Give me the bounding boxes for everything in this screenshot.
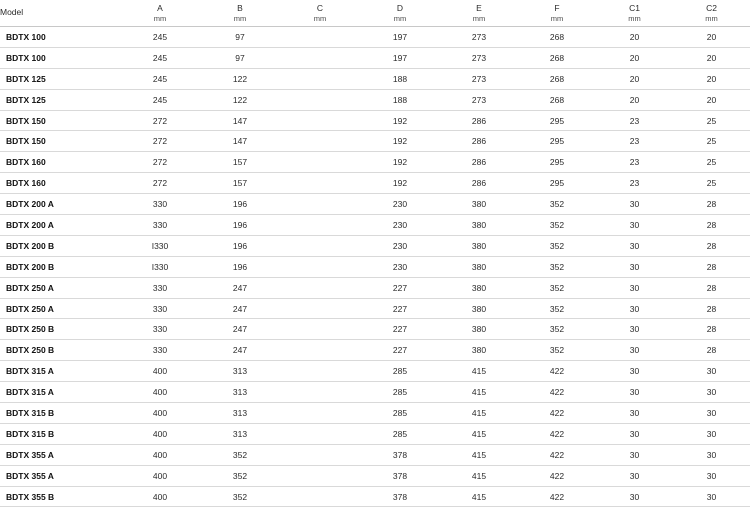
- cell-d: 285: [360, 403, 440, 424]
- cell-f: 352: [518, 194, 596, 215]
- cell-c2: 28: [673, 340, 750, 361]
- cell-a: 245: [120, 89, 200, 110]
- column-header-d-unit: mm: [393, 13, 407, 23]
- cell-c1: 30: [596, 444, 673, 465]
- cell-e: 273: [440, 47, 518, 68]
- cell-d: 227: [360, 298, 440, 319]
- cell-b: 247: [200, 319, 280, 340]
- column-header-b-label: B: [237, 3, 243, 13]
- cell-c1: 23: [596, 131, 673, 152]
- cell-model: BDTX 315 B: [0, 423, 120, 444]
- cell-c2: 28: [673, 256, 750, 277]
- cell-c2: 25: [673, 131, 750, 152]
- column-header-f-cell: [518, 3, 596, 23]
- cell-d: 197: [360, 27, 440, 48]
- cell-model: BDTX 100: [0, 47, 120, 68]
- cell-c2: 28: [673, 235, 750, 256]
- cell-a: 400: [120, 382, 200, 403]
- column-header-c2-label: C2: [706, 3, 717, 13]
- cell-b: 97: [200, 27, 280, 48]
- cell-c1: 30: [596, 235, 673, 256]
- cell-e: 380: [440, 340, 518, 361]
- cell-a: I330: [120, 256, 200, 277]
- cell-c2: 30: [673, 423, 750, 444]
- table-row: [0, 486, 750, 507]
- cell-c: [280, 27, 360, 48]
- cell-c1: 30: [596, 194, 673, 215]
- column-header-c1-cell: [596, 3, 673, 23]
- cell-f: 352: [518, 298, 596, 319]
- cell-model: BDTX 200 B: [0, 235, 120, 256]
- cell-f: 422: [518, 403, 596, 424]
- cell-e: 415: [440, 403, 518, 424]
- cell-b: 196: [200, 256, 280, 277]
- cell-model: BDTX 150: [0, 110, 120, 131]
- cell-e: 286: [440, 173, 518, 194]
- column-header-model: [0, 0, 120, 27]
- cell-b: 313: [200, 361, 280, 382]
- table-row: [0, 319, 750, 340]
- table-header: [0, 0, 750, 27]
- cell-e: 286: [440, 110, 518, 131]
- cell-b: 313: [200, 382, 280, 403]
- cell-b: 196: [200, 235, 280, 256]
- column-header-f-unit: mm: [550, 13, 564, 23]
- cell-b: 352: [200, 444, 280, 465]
- column-header-c1: [596, 0, 673, 27]
- cell-c1: 30: [596, 486, 673, 507]
- cell-c: [280, 298, 360, 319]
- cell-c2: 30: [673, 382, 750, 403]
- table-row: [0, 27, 750, 48]
- cell-b: 247: [200, 277, 280, 298]
- cell-d: 188: [360, 89, 440, 110]
- cell-c1: 20: [596, 68, 673, 89]
- cell-a: 330: [120, 319, 200, 340]
- cell-c2: 30: [673, 403, 750, 424]
- table-row: [0, 47, 750, 68]
- cell-c1: 30: [596, 465, 673, 486]
- cell-b: 157: [200, 173, 280, 194]
- cell-c2: 28: [673, 319, 750, 340]
- cell-c: [280, 361, 360, 382]
- cell-e: 286: [440, 152, 518, 173]
- table-row: [0, 152, 750, 173]
- table-row: [0, 444, 750, 465]
- table-row: [0, 340, 750, 361]
- column-header-b: [200, 0, 280, 27]
- cell-c: [280, 110, 360, 131]
- cell-f: 352: [518, 319, 596, 340]
- cell-model: BDTX 315 A: [0, 382, 120, 403]
- cell-e: 380: [440, 319, 518, 340]
- cell-b: 157: [200, 152, 280, 173]
- cell-a: 330: [120, 277, 200, 298]
- cell-a: 330: [120, 215, 200, 236]
- table-row: [0, 403, 750, 424]
- cell-model: BDTX 250 A: [0, 277, 120, 298]
- cell-d: 285: [360, 361, 440, 382]
- cell-e: 273: [440, 68, 518, 89]
- cell-d: 188: [360, 68, 440, 89]
- cell-f: 352: [518, 277, 596, 298]
- cell-c2: 20: [673, 27, 750, 48]
- cell-model: BDTX 125: [0, 68, 120, 89]
- cell-d: 192: [360, 173, 440, 194]
- cell-c: [280, 403, 360, 424]
- table-row: [0, 423, 750, 444]
- cell-c: [280, 486, 360, 507]
- cell-c: [280, 465, 360, 486]
- cell-c2: 30: [673, 486, 750, 507]
- cell-d: 285: [360, 423, 440, 444]
- cell-e: 415: [440, 382, 518, 403]
- cell-d: 378: [360, 486, 440, 507]
- cell-c1: 23: [596, 173, 673, 194]
- cell-a: 245: [120, 47, 200, 68]
- column-header-b-unit: mm: [233, 13, 247, 23]
- cell-b: 313: [200, 423, 280, 444]
- cell-f: 422: [518, 465, 596, 486]
- cell-b: 196: [200, 215, 280, 236]
- cell-c: [280, 131, 360, 152]
- cell-model: BDTX 125: [0, 89, 120, 110]
- cell-a: 400: [120, 423, 200, 444]
- column-header-e-label: E: [476, 3, 482, 13]
- cell-e: 380: [440, 277, 518, 298]
- column-header-c2-cell: [673, 3, 750, 23]
- cell-e: 415: [440, 423, 518, 444]
- cell-a: 400: [120, 361, 200, 382]
- cell-f: 295: [518, 152, 596, 173]
- table-row: [0, 298, 750, 319]
- table-row: [0, 215, 750, 236]
- column-header-e-cell: [440, 3, 518, 23]
- cell-d: 230: [360, 256, 440, 277]
- cell-c1: 30: [596, 256, 673, 277]
- cell-c: [280, 68, 360, 89]
- column-header-e: [440, 0, 518, 27]
- cell-b: 247: [200, 340, 280, 361]
- column-header-c2-unit: mm: [705, 13, 718, 23]
- cell-c: [280, 382, 360, 403]
- cell-c: [280, 444, 360, 465]
- table-row: [0, 382, 750, 403]
- table-row: [0, 256, 750, 277]
- cell-model: BDTX 355 A: [0, 444, 120, 465]
- cell-b: 147: [200, 110, 280, 131]
- cell-e: 380: [440, 256, 518, 277]
- cell-c1: 23: [596, 152, 673, 173]
- cell-c: [280, 319, 360, 340]
- cell-model: BDTX 355 B: [0, 486, 120, 507]
- cell-d: 230: [360, 194, 440, 215]
- cell-c: [280, 423, 360, 444]
- table-row: [0, 89, 750, 110]
- cell-f: 352: [518, 235, 596, 256]
- table-row: [0, 361, 750, 382]
- table-row: [0, 465, 750, 486]
- cell-f: 422: [518, 486, 596, 507]
- cell-a: 400: [120, 444, 200, 465]
- cell-c2: 30: [673, 361, 750, 382]
- cell-d: 378: [360, 444, 440, 465]
- cell-model: BDTX 200 A: [0, 215, 120, 236]
- column-header-d: [360, 0, 440, 27]
- cell-c2: 28: [673, 215, 750, 236]
- cell-e: 380: [440, 235, 518, 256]
- table-row: [0, 68, 750, 89]
- cell-c: [280, 277, 360, 298]
- cell-a: 330: [120, 298, 200, 319]
- cell-d: 378: [360, 465, 440, 486]
- cell-b: 122: [200, 68, 280, 89]
- column-header-c-unit: mm: [313, 13, 327, 23]
- cell-c: [280, 340, 360, 361]
- column-header-d-cell: [360, 3, 440, 23]
- cell-a: 330: [120, 194, 200, 215]
- cell-c1: 20: [596, 27, 673, 48]
- cell-f: 352: [518, 256, 596, 277]
- cell-f: 422: [518, 423, 596, 444]
- column-header-c-cell: [280, 3, 360, 23]
- cell-model: BDTX 315 A: [0, 361, 120, 382]
- cell-e: 380: [440, 194, 518, 215]
- cell-c1: 30: [596, 423, 673, 444]
- cell-model: BDTX 250 A: [0, 298, 120, 319]
- cell-c2: 20: [673, 89, 750, 110]
- cell-f: 352: [518, 340, 596, 361]
- cell-b: 147: [200, 131, 280, 152]
- cell-d: 227: [360, 277, 440, 298]
- cell-a: 245: [120, 68, 200, 89]
- table-row: [0, 131, 750, 152]
- cell-c1: 30: [596, 403, 673, 424]
- column-header-c1-label: C1: [629, 3, 640, 13]
- column-header-c: [280, 0, 360, 27]
- cell-c1: 20: [596, 89, 673, 110]
- column-header-a-unit: mm: [153, 13, 167, 23]
- cell-d: 230: [360, 235, 440, 256]
- column-header-a: [120, 0, 200, 27]
- cell-c2: 25: [673, 110, 750, 131]
- cell-c1: 23: [596, 110, 673, 131]
- cell-model: BDTX 150: [0, 131, 120, 152]
- cell-e: 415: [440, 361, 518, 382]
- table-row: [0, 110, 750, 131]
- cell-c1: 30: [596, 319, 673, 340]
- table-body: [0, 27, 750, 507]
- cell-f: 268: [518, 68, 596, 89]
- cell-model: BDTX 200 A: [0, 194, 120, 215]
- column-header-a-label: A: [157, 3, 163, 13]
- cell-model: BDTX 160: [0, 173, 120, 194]
- cell-e: 380: [440, 215, 518, 236]
- column-header-d-label: D: [396, 3, 404, 13]
- cell-c1: 30: [596, 277, 673, 298]
- cell-d: 192: [360, 110, 440, 131]
- column-header-c2: [673, 0, 750, 27]
- cell-a: 400: [120, 486, 200, 507]
- column-header-f: [518, 0, 596, 27]
- cell-c: [280, 235, 360, 256]
- cell-c1: 20: [596, 47, 673, 68]
- cell-f: 295: [518, 173, 596, 194]
- cell-e: 415: [440, 444, 518, 465]
- column-header-model-label: Model: [0, 7, 24, 18]
- cell-model: BDTX 100: [0, 27, 120, 48]
- cell-c2: 30: [673, 465, 750, 486]
- cell-e: 273: [440, 89, 518, 110]
- cell-b: 122: [200, 89, 280, 110]
- cell-d: 192: [360, 131, 440, 152]
- cell-f: 268: [518, 27, 596, 48]
- cell-d: 227: [360, 340, 440, 361]
- cell-c1: 30: [596, 298, 673, 319]
- cell-a: 400: [120, 403, 200, 424]
- cell-f: 422: [518, 361, 596, 382]
- cell-model: BDTX 355 A: [0, 465, 120, 486]
- cell-a: 272: [120, 131, 200, 152]
- cell-c1: 30: [596, 361, 673, 382]
- cell-c: [280, 47, 360, 68]
- table-row: [0, 194, 750, 215]
- cell-c: [280, 256, 360, 277]
- cell-f: 295: [518, 131, 596, 152]
- cell-c2: 28: [673, 194, 750, 215]
- column-header-f-label: F: [554, 3, 560, 13]
- cell-c2: 20: [673, 68, 750, 89]
- cell-c: [280, 194, 360, 215]
- column-header-c-label: C: [316, 3, 324, 13]
- cell-b: 247: [200, 298, 280, 319]
- table-row: [0, 277, 750, 298]
- cell-c: [280, 89, 360, 110]
- cell-f: 268: [518, 89, 596, 110]
- cell-c2: 30: [673, 444, 750, 465]
- cell-c2: 28: [673, 298, 750, 319]
- cell-b: 97: [200, 47, 280, 68]
- cell-model: BDTX 160: [0, 152, 120, 173]
- cell-f: 352: [518, 215, 596, 236]
- cell-f: 422: [518, 444, 596, 465]
- cell-model: BDTX 315 B: [0, 403, 120, 424]
- cell-a: 272: [120, 152, 200, 173]
- cell-c2: 25: [673, 152, 750, 173]
- cell-model: BDTX 200 B: [0, 256, 120, 277]
- cell-d: 227: [360, 319, 440, 340]
- cell-a: I330: [120, 235, 200, 256]
- cell-e: 415: [440, 465, 518, 486]
- cell-c2: 20: [673, 47, 750, 68]
- cell-c: [280, 152, 360, 173]
- cell-b: 352: [200, 465, 280, 486]
- cell-e: 273: [440, 27, 518, 48]
- cell-c2: 25: [673, 173, 750, 194]
- cell-c1: 30: [596, 215, 673, 236]
- cell-e: 380: [440, 298, 518, 319]
- cell-model: BDTX 250 B: [0, 340, 120, 361]
- cell-b: 196: [200, 194, 280, 215]
- column-header-a-cell: [120, 3, 200, 23]
- cell-f: 295: [518, 110, 596, 131]
- cell-c1: 30: [596, 382, 673, 403]
- cell-d: 192: [360, 152, 440, 173]
- table-row: [0, 173, 750, 194]
- cell-d: 230: [360, 215, 440, 236]
- cell-d: 197: [360, 47, 440, 68]
- column-header-c1-unit: mm: [628, 13, 641, 23]
- cell-b: 313: [200, 403, 280, 424]
- cell-f: 422: [518, 382, 596, 403]
- column-header-b-cell: [200, 3, 280, 23]
- cell-c: [280, 173, 360, 194]
- cell-b: 352: [200, 486, 280, 507]
- cell-a: 245: [120, 27, 200, 48]
- cell-e: 415: [440, 486, 518, 507]
- cell-model: BDTX 250 B: [0, 319, 120, 340]
- cell-a: 330: [120, 340, 200, 361]
- cell-f: 268: [518, 47, 596, 68]
- cell-c2: 28: [673, 277, 750, 298]
- cell-c1: 30: [596, 340, 673, 361]
- cell-a: 272: [120, 173, 200, 194]
- cell-e: 286: [440, 131, 518, 152]
- column-header-e-unit: mm: [472, 13, 486, 23]
- cell-a: 272: [120, 110, 200, 131]
- cell-d: 285: [360, 382, 440, 403]
- table-header-row: [0, 0, 750, 27]
- cell-c: [280, 215, 360, 236]
- table-row: [0, 235, 750, 256]
- cell-a: 400: [120, 465, 200, 486]
